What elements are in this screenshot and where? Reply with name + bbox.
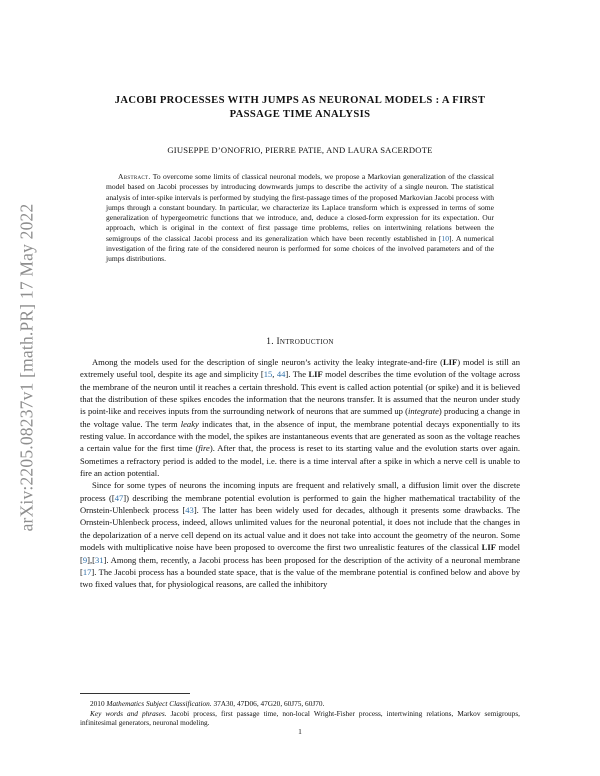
text-run: ) model is still an extremely useful tool, despite its age and simplicity [ — [80, 357, 520, 380]
arxiv-identifier-stamp — [4, 148, 50, 586]
emphasis-fire: fire — [198, 443, 210, 454]
text-run: ). After that, the process is reset to its starting value and the evolution starts over again. Sometimes a refractory period is added to the model, i.e. there is a time interval after a spike in which a nerve cell is unable to fire an action potential. — [80, 443, 520, 479]
citation-link[interactable]: 9 — [82, 554, 88, 565]
keywords-label: Key words and phrases. — [90, 708, 167, 718]
page-number: 1 — [298, 727, 302, 736]
keywords-text: Jacobi process, first passage time, non-local Wright-Fisher process, intertwining relations, Markov semigroups, infinitesimal generators, neuronal modeling. — [80, 708, 520, 728]
text-run: , — [272, 369, 277, 380]
section-heading-introduction: 1. Introduction — [266, 337, 334, 347]
body-paragraph-2 — [80, 479, 520, 590]
citation-link[interactable]: 10 — [441, 233, 449, 243]
text-run: model [ — [80, 542, 520, 565]
footnote-msc — [80, 699, 520, 709]
introduction-body — [80, 356, 520, 591]
text-run: 2010 — [90, 699, 105, 708]
footnotes — [80, 699, 520, 728]
citation-link[interactable]: 43 — [185, 505, 194, 516]
text-run: ]. The latter has been widely used for decades, although it presents some drawbacks. The Ornstein-Uhlenbeck process, indeed, allows unlimited values for the neuronal potential, it does not include that the changes in the depolarization of a nerve cell depend on its actual value and it does not take into account the geometry of the neuron. Some models with multiplicative noise have been proposed to overcome the first two unrealistic features of the classical — [80, 505, 520, 553]
footnote-keywords — [80, 709, 520, 728]
abstract-text: To overcome some limits of classical neuronal models, we propose a Markovian generalization of the classical model based on Jacobi processes by introducing downwards jumps to describe the activity of a single neuron. The statistical analysis of inter-spike intervals is performed by studying the first-passage times of the proposed Markovian Jacobi process with jumps through a constant boundary. In particular, we characterize its Laplace transform which is expressed in terms of some generalization of hypergeometric functions that we introduce, and, deduce a closed-form expression for its expectation. Our approach, which is original in the context of first passage time problems, relies on intertwining relations between the semigroups of the classical Jacobi process and its generalization which have been recently established in [ — [106, 172, 494, 243]
text-run: ],[ — [87, 554, 95, 565]
abstract — [106, 172, 494, 265]
citation-link[interactable]: 44 — [276, 369, 286, 380]
lif-acronym: LIF — [481, 542, 496, 553]
emphasis-integrate: integrate — [408, 406, 439, 417]
text-run: ]) describing the membrane potential evolution is performed to gain the higher mathematical tractability of the Ornstein-Uhlenbeck process [ — [80, 492, 520, 516]
text-run: ) producing a change in the voltage value. The term — [80, 406, 520, 429]
emphasis-leaky: leaky — [180, 418, 199, 429]
text-run: Since for some types of neurons the incoming inputs are frequent and relatively small, a diffusion limit over the discrete process ([ — [80, 480, 520, 503]
msc-label: Mathematics Subject Classification. — [106, 699, 212, 708]
abstract-text-end: ]. A numerical investigation of the firing rate of the considered neuron is performed for some choices of the involved parameters and of the jumps distributions. — [106, 233, 494, 264]
msc-codes: 37A30, 47D06, 47G20, 60J75, 60J70. — [213, 699, 325, 708]
citation-link[interactable]: 47 — [114, 492, 124, 503]
lif-acronym: LIF — [308, 369, 323, 380]
title-line-2: PASSAGE TIME ANALYSIS — [229, 109, 371, 120]
paper-authors: GIUSEPPE D’ONOFRIO, PIERRE PATIE, AND LAURA SACERDOTE — [167, 145, 433, 155]
text-run: indicates that, in the absence of input, the membrane potential decays exponentially to its resting value. In accordance with the model, the spikes are instantaneous events that are generated as soon as the voltage reaches a certain value for the first time ( — [80, 418, 520, 454]
text-run: Among the models used for the description of single neuron’s activity the leaky integrate-and-fire ( — [92, 357, 443, 367]
text-run: ]. Among them, recently, a Jacobi process has been proposed for the description of the activity of a neuronal membrane [ — [80, 554, 520, 577]
citation-link[interactable]: 31 — [94, 554, 104, 565]
text-run: ]. The Jacobi process has a bounded state space, that is the value of the membrane potential is confined below and above by two fixed values that, for physiological reasons, are called the inhibitory — [80, 566, 520, 590]
arxiv-identifier-text: arXiv:2205.08237v1 [math.PR] 17 May 2022 — [16, 203, 37, 531]
paper-title — [80, 94, 520, 122]
text-run: ]. The — [285, 369, 309, 380]
text-run: model describes the time evolution of the voltage across the membrane of the neuron until it reaches a certain threshold. This event is called action potential (or spike) and it is believed that the distribution of these spikes encodes the information that the neurons transfer. It is assumed that the neuron under study is point-like and receives inputs from the surrounding network of neurons that are summed up ( — [80, 369, 521, 417]
title-line-1: JACOBI PROCESSES WITH JUMPS AS NEURONAL MODELS : A FIRST — [114, 95, 486, 106]
citation-link[interactable]: 17 — [82, 566, 92, 577]
footnote-divider — [80, 693, 190, 694]
lif-acronym: LIF — [442, 357, 458, 367]
abstract-label: Abstract. — [118, 172, 151, 181]
citation-link[interactable]: 15 — [263, 369, 273, 380]
body-paragraph-1 — [80, 356, 520, 479]
